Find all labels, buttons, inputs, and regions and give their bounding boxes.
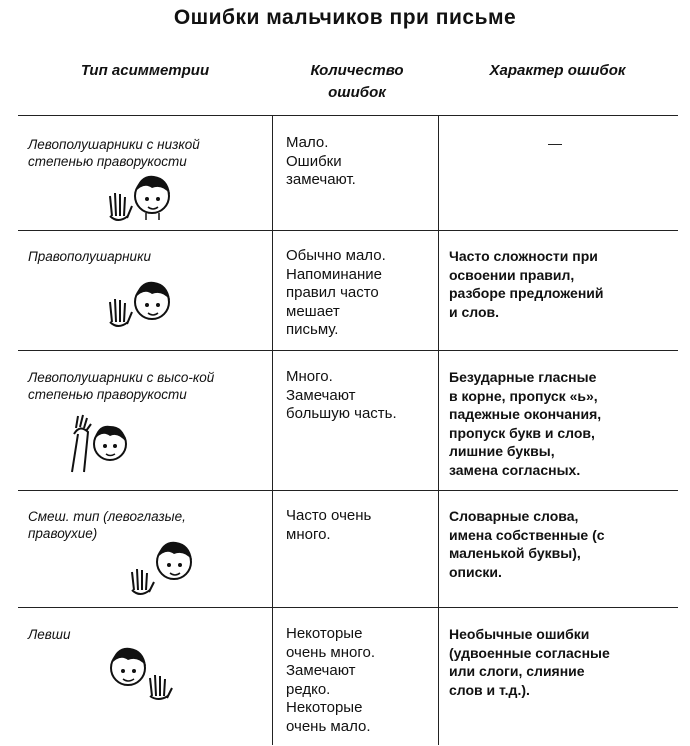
row-divider (18, 490, 678, 491)
row-divider (18, 607, 678, 608)
column-divider (438, 115, 439, 745)
error-character: — (548, 135, 562, 151)
error-count: Мало. Ошибки замечают. (286, 134, 356, 188)
type-label: Смеш. тип (левоглазые, правоухие) (28, 509, 186, 541)
child-face-hand-icon (104, 640, 176, 702)
error-count: Обычно мало. Напоминание правил часто мешает письму. (286, 247, 386, 338)
error-character: Словарные слова, имена собственные (с маленькой буквы), описки. (449, 508, 605, 580)
error-count: Часто очень много. (286, 507, 372, 543)
row-divider (18, 115, 678, 116)
row-divider (18, 230, 678, 231)
error-count: Много. Замечают большую часть. (286, 368, 397, 422)
child-raised-hand-icon (64, 412, 136, 474)
header-chars: Характер ошибок (489, 62, 626, 79)
column-divider (272, 115, 273, 745)
header-count: Количество ошибок (310, 62, 404, 101)
child-face-hand-icon (104, 272, 176, 332)
error-character: Безударные гласные в корне, пропуск «ь», падежные окончания, пропуск букв и слов, лишние буквы, замена согласных. (449, 369, 602, 478)
type-label: Левополушарники с высо-кой степенью праворукости (28, 370, 215, 402)
page-title: Ошибки мальчиков при письме (173, 6, 517, 29)
type-label: Левши (28, 627, 71, 642)
type-label: Правополушарники (28, 249, 151, 264)
child-face-hand-icon (104, 166, 176, 226)
type-label: Левополушарники с низкой степенью праворукости (28, 137, 200, 169)
error-character: Необычные ошибки (удвоенные согласные или слоги, слияние слов и т.д.). (449, 626, 610, 698)
error-character: Часто сложности при освоении правил, разборе предложений и слов. (449, 248, 604, 320)
header-type: Тип асимметрии (80, 62, 210, 79)
child-face-hand-icon (128, 536, 200, 598)
error-count: Некоторые очень много. Замечают редко. Некоторые очень мало. (286, 625, 376, 735)
row-divider (18, 350, 678, 351)
